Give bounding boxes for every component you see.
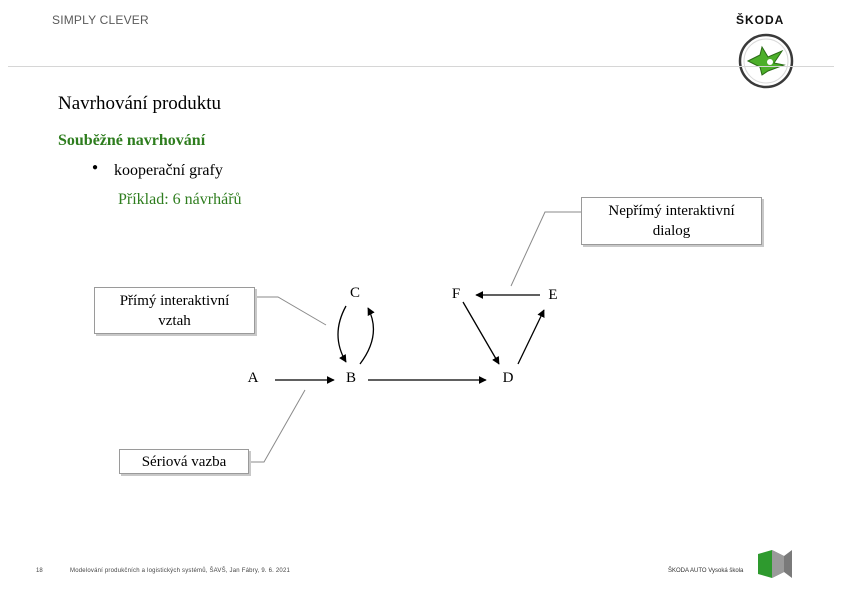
callout-direct-line1: Přímý interaktivní <box>119 293 230 309</box>
callout-pointer-indirect <box>511 212 581 286</box>
slide-subtitle: Souběžné navrhování <box>58 132 206 149</box>
bullet-text: kooperační grafy <box>114 162 223 179</box>
footer-text: Modelování produkčních a logistických systémů, ŠAVŠ, Jan Fábry, 9. 6. 2021 <box>70 568 291 574</box>
node-d: D <box>502 370 514 386</box>
edge-c-b <box>338 306 346 362</box>
example-text: Příklad: 6 návrhářů <box>118 191 242 208</box>
edge-d-e <box>518 310 544 364</box>
callout-indirect-line1: Nepřímý interaktivní <box>608 203 735 219</box>
callout-direct-relation <box>94 287 255 334</box>
page-number: 18 <box>36 568 43 574</box>
node-b: B <box>345 370 356 386</box>
edge-b-c <box>360 308 373 364</box>
bullet-icon: ● <box>92 162 99 173</box>
edge-f-d <box>463 302 499 364</box>
school-logo-icon <box>758 550 794 580</box>
node-c: C <box>349 285 360 301</box>
slide-title: Navrhování produktu <box>58 93 222 114</box>
tagline: SIMPLY CLEVER <box>52 13 149 27</box>
node-f: F <box>451 286 461 302</box>
brand-wordmark: ŠKODA <box>736 13 785 27</box>
callout-indirect-dialog <box>581 197 762 245</box>
node-a: A <box>247 370 259 386</box>
callout-serial-link: Sériová vazba <box>119 449 249 474</box>
callout-direct-line2: vztah <box>158 313 191 329</box>
callout-indirect-line2: dialog <box>652 223 691 239</box>
footer-brand: ŠKODA AUTO Vysoká škola <box>668 568 744 574</box>
callout-pointer-direct <box>255 297 326 325</box>
callout-pointer-serial <box>249 390 305 462</box>
node-e: E <box>548 287 558 303</box>
